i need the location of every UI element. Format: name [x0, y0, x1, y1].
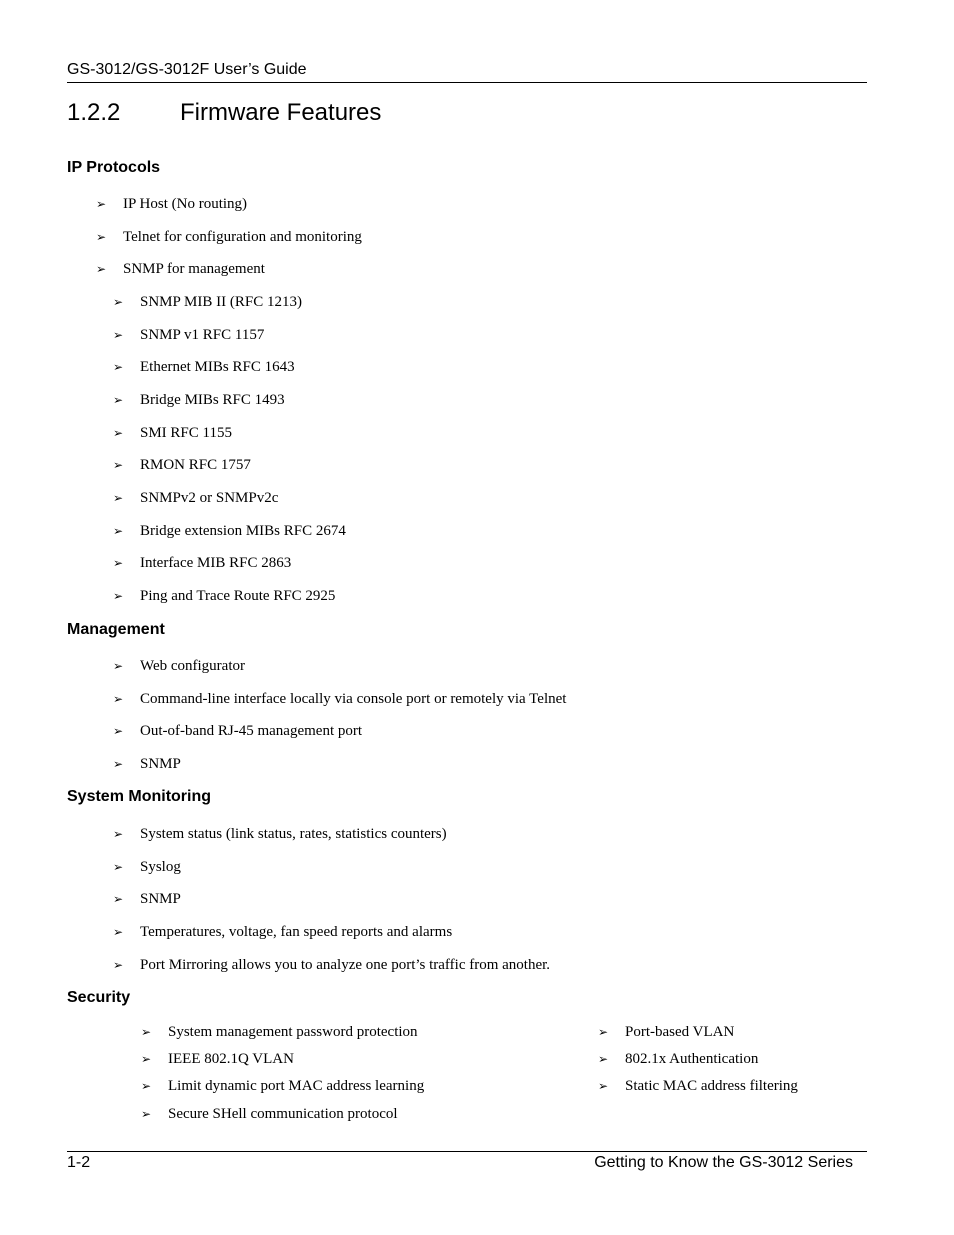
arrow-bullet-icon: ➢	[113, 925, 124, 939]
management-heading: Management	[67, 621, 165, 638]
arrow-bullet-icon: ➢	[113, 328, 124, 342]
arrow-bullet-icon: ➢	[113, 860, 124, 874]
security-heading: Security	[67, 989, 131, 1006]
arrow-bullet-icon: ➢	[141, 1107, 152, 1121]
arrow-bullet-icon: ➢	[141, 1052, 152, 1066]
arrow-bullet-icon: ➢	[96, 197, 107, 211]
arrow-bullet-icon: ➢	[113, 692, 124, 706]
arrow-bullet-icon: ➢	[96, 262, 107, 276]
page-number: 1-2	[67, 1154, 91, 1171]
arrow-bullet-icon: ➢	[113, 556, 124, 570]
arrow-bullet-icon: ➢	[113, 659, 124, 673]
arrow-bullet-icon: ➢	[141, 1079, 152, 1093]
arrow-bullet-icon: ➢	[113, 360, 124, 374]
arrow-bullet-icon: ➢	[598, 1025, 609, 1039]
arrow-bullet-icon: ➢	[113, 458, 124, 472]
arrow-bullet-icon: ➢	[113, 491, 124, 505]
section-number: 1.2.2	[67, 99, 121, 126]
arrow-bullet-icon: ➢	[113, 426, 124, 440]
arrow-bullet-icon: ➢	[113, 295, 124, 309]
running-footer-chapter: Getting to Know the GS-3012 Series	[594, 1154, 853, 1171]
section-heading	[67, 97, 381, 129]
arrow-bullet-icon: ➢	[113, 724, 124, 738]
running-header-title: GS-3012/GS-3012F User’s Guide	[67, 61, 307, 78]
arrow-bullet-icon: ➢	[113, 827, 124, 841]
arrow-bullet-icon: ➢	[113, 589, 124, 603]
arrow-bullet-icon: ➢	[113, 757, 124, 771]
header-rule	[67, 82, 867, 83]
arrow-bullet-icon: ➢	[113, 958, 124, 972]
arrow-bullet-icon: ➢	[113, 393, 124, 407]
arrow-bullet-icon: ➢	[598, 1052, 609, 1066]
arrow-bullet-icon: ➢	[598, 1079, 609, 1093]
section-title: Firmware Features	[180, 99, 382, 126]
arrow-bullet-icon: ➢	[96, 230, 107, 244]
ip-protocols-heading: IP Protocols	[67, 159, 161, 176]
system-monitoring-heading: System Monitoring	[67, 788, 212, 805]
arrow-bullet-icon: ➢	[113, 892, 124, 906]
arrow-bullet-icon: ➢	[141, 1025, 152, 1039]
footer-rule	[67, 1151, 867, 1152]
arrow-bullet-icon: ➢	[113, 524, 124, 538]
